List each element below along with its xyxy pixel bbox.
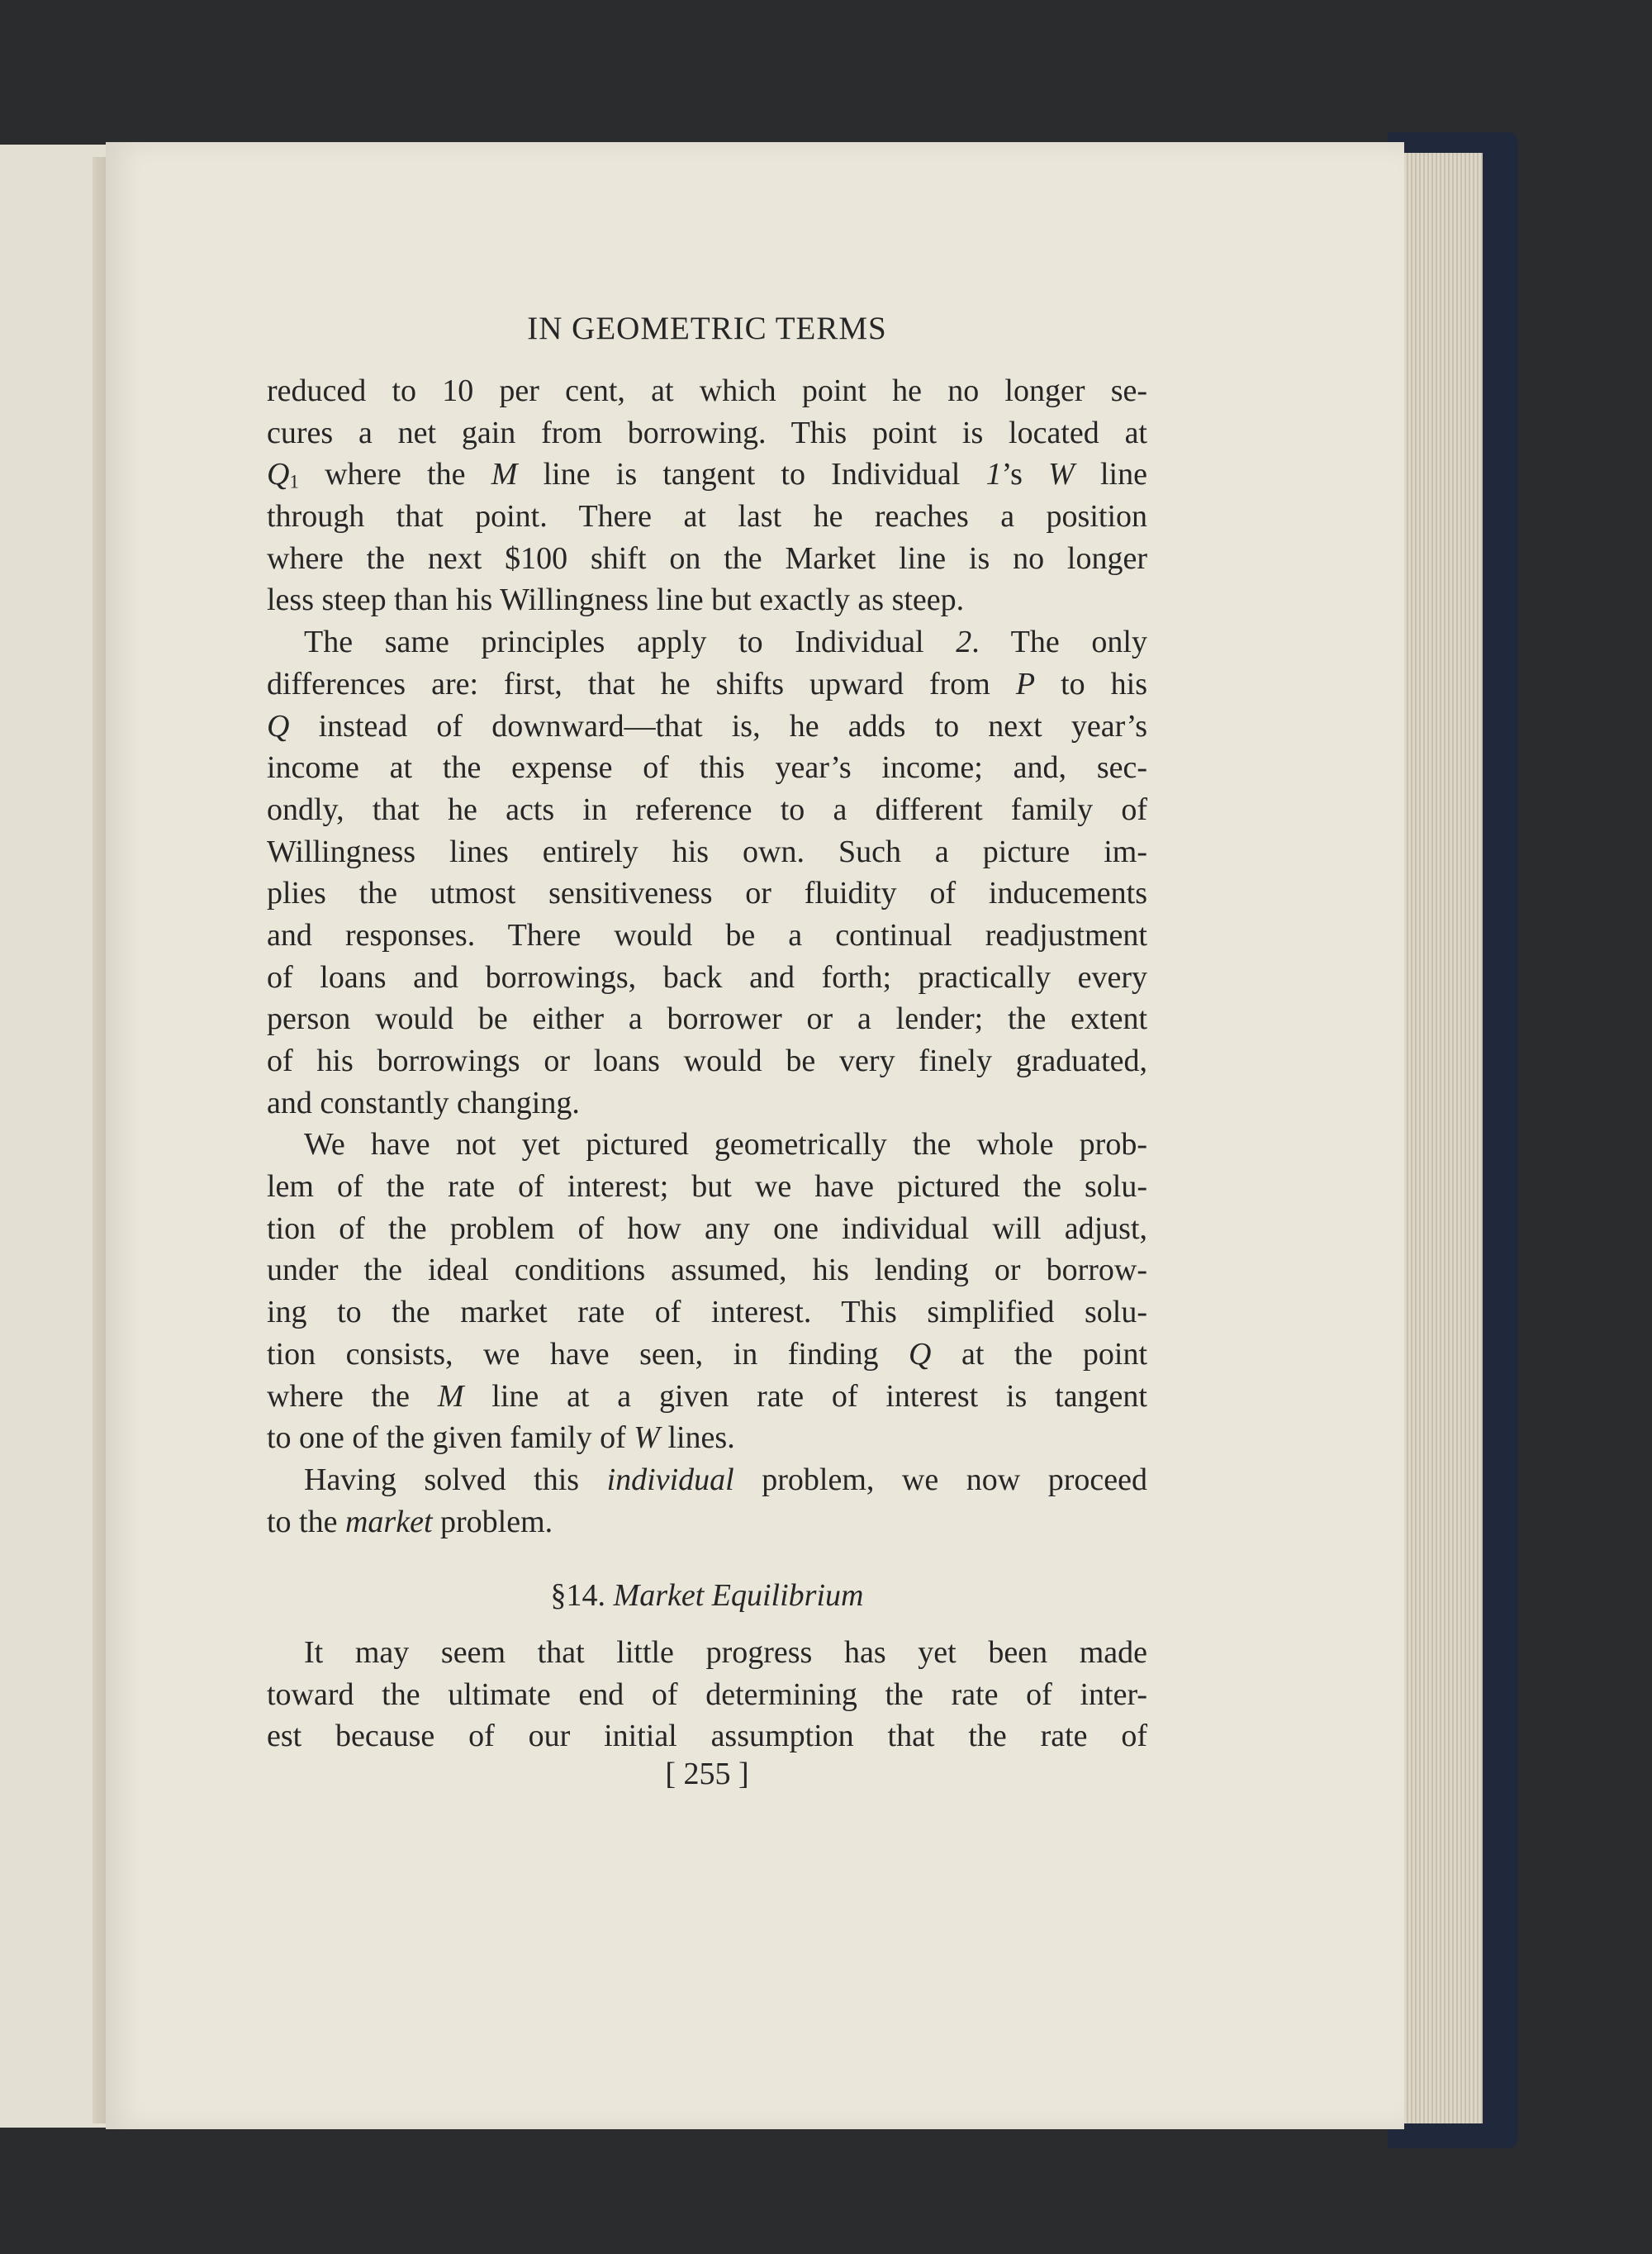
text-run: It may seem that little progress has yet been made: [304, 1635, 1147, 1670]
text-run: and responses. There would be a continual readjustment: [267, 917, 1147, 953]
page-edges: [1396, 153, 1483, 2123]
text-run: ondly, that he acts in reference to a different family of: [267, 792, 1147, 827]
italic-text: Q: [909, 1336, 932, 1372]
text-line: [267, 831, 1147, 873]
running-head: IN GEOMETRIC TERMS: [527, 311, 887, 346]
section-number: §14.: [550, 1578, 614, 1613]
italic-text: W: [1048, 457, 1075, 492]
text-line: [267, 1459, 1147, 1501]
italic-text: individual: [606, 1462, 734, 1497]
italic-text: 2: [956, 625, 972, 660]
text-run: and constantly changing.: [267, 1085, 580, 1120]
text-run: lem of the rate of interest; but we have pictured the solu-: [267, 1169, 1147, 1205]
text-run: where the: [298, 457, 491, 492]
text-run: tion of the problem of how any one individual will adjust,: [267, 1210, 1147, 1246]
text-line: [267, 1040, 1147, 1082]
text-run: differences are: first, that he shifts upward from: [267, 666, 1016, 701]
text-line: [267, 915, 1147, 957]
section-title: Market Equilibrium: [613, 1578, 864, 1613]
text-line: [267, 454, 1147, 496]
text-line: [267, 1249, 1147, 1291]
text-run: to the: [267, 1504, 345, 1539]
text-line: [267, 1501, 1147, 1543]
text-line: [267, 957, 1147, 999]
text-line: [267, 579, 1147, 621]
text-run: . The only: [971, 625, 1147, 660]
text-line: [267, 873, 1147, 915]
text-run: Having solved this: [304, 1462, 607, 1497]
text-run: Willingness lines entirely his own. Such a picture im-: [267, 834, 1147, 869]
italic-text: Q: [267, 457, 290, 492]
text-run: reduced to 10 per cent, at which point he no longer se-: [267, 373, 1147, 408]
text-line: [267, 1417, 1147, 1459]
text-run: problem.: [432, 1504, 553, 1539]
text-run: instead of downward—that is, he adds to next year’s: [289, 708, 1147, 744]
text-line: [267, 370, 1147, 412]
text-line: [267, 663, 1147, 706]
text-line: [267, 1376, 1147, 1418]
text-run: plies the utmost sensitiveness or fluidity of inducements: [267, 876, 1147, 911]
italic-text: 1: [985, 457, 1002, 492]
text-line: [267, 538, 1147, 580]
text-run: toward the ultimate end of determining the rate of inter-: [267, 1676, 1147, 1712]
text-run: person would be either a borrower or a lender; the extent: [267, 1001, 1147, 1037]
text-run: ing to the market rate of interest. This simplified solu-: [267, 1295, 1147, 1330]
text-run: The same principles apply to Individual: [304, 625, 957, 660]
text-line: [267, 496, 1147, 538]
text-line: [267, 789, 1147, 831]
text-run: We have not yet pictured geometrically the whole prob-: [304, 1127, 1147, 1163]
text-run: line at a given rate of interest is tangent: [463, 1378, 1147, 1414]
italic-text: W: [634, 1420, 660, 1456]
page-number: [ 255 ]: [665, 1757, 749, 1791]
section-heading: [267, 1577, 1147, 1614]
text-run: tion consists, we have seen, in finding: [267, 1336, 909, 1372]
text-run: problem, we now proceed: [733, 1462, 1148, 1497]
italic-text: Q: [267, 708, 290, 744]
italic-text: market: [344, 1504, 433, 1539]
text-run: less steep than his Willingness line but exactly as steep.: [267, 583, 965, 618]
text-run: of his borrowings or loans would be very finely graduated,: [267, 1044, 1147, 1078]
text-run: to one of the given family of: [267, 1420, 634, 1456]
text-run: ’s: [1001, 457, 1049, 492]
text-run: of loans and borrowings, back and forth; practically every: [267, 959, 1147, 995]
text-run: under the ideal conditions assumed, his lending or borrow-: [267, 1253, 1147, 1288]
text-run: to his: [1035, 666, 1148, 701]
text-line: [267, 1124, 1147, 1166]
text-run: at the point: [931, 1336, 1147, 1372]
text-run: line: [1074, 457, 1147, 492]
text-line: [267, 1715, 1147, 1757]
text-run: lines.: [659, 1420, 735, 1456]
text-run: income at the expense of this year’s income; and, sec-: [267, 750, 1147, 786]
text-line: [267, 1291, 1147, 1334]
text-line: [267, 1334, 1147, 1376]
text-run: line is tangent to Individual: [517, 457, 986, 492]
italic-text: M: [437, 1378, 464, 1414]
text-line: [267, 412, 1147, 454]
text-line: [267, 621, 1147, 663]
text-line: [267, 998, 1147, 1040]
text-line: [267, 747, 1147, 789]
text-run: where the: [267, 1378, 438, 1414]
subscript: 1: [289, 471, 299, 492]
text-line: [267, 1208, 1147, 1250]
text-run: where the next $100 shift on the Market line is no longer: [267, 540, 1147, 576]
text-run: cures a net gain from borrowing. This point is located at: [267, 415, 1147, 450]
text-run: est because of our initial assumption that the rate of: [267, 1719, 1147, 1754]
body-text-top: [267, 370, 1147, 1543]
body-text-bottom: [267, 1632, 1147, 1757]
text-line: [267, 1082, 1147, 1125]
italic-text: M: [491, 457, 518, 492]
text-run: through that point. There at last he reaches a position: [267, 499, 1147, 535]
text-line: [267, 1632, 1147, 1674]
text-line: [267, 706, 1147, 748]
italic-text: P: [1015, 666, 1036, 701]
text-line: [267, 1674, 1147, 1716]
text-line: [267, 1166, 1147, 1208]
